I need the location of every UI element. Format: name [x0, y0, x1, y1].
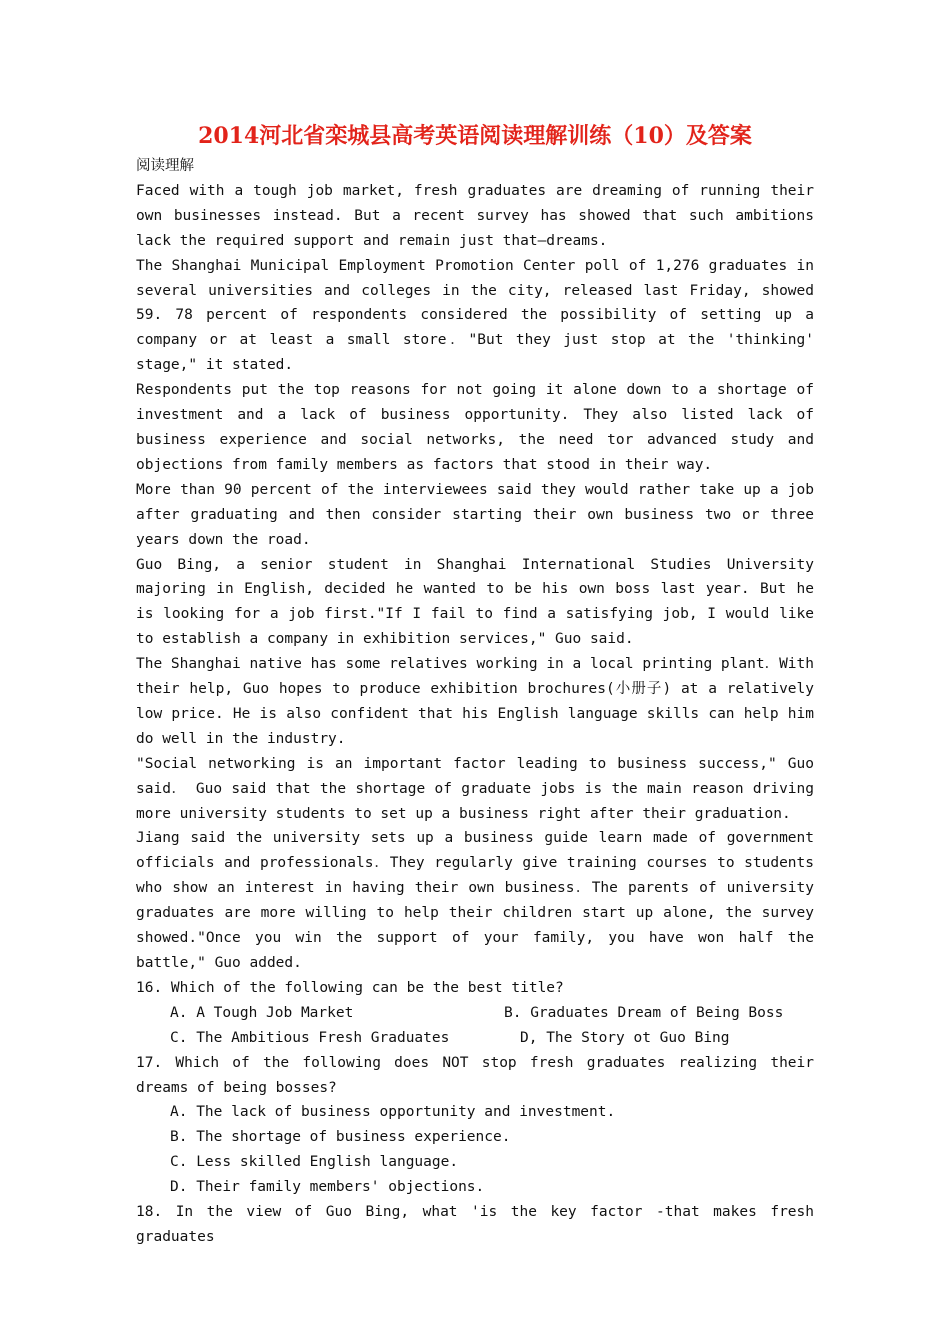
option-b: B. The shortage of business experience.: [170, 1129, 511, 1146]
option-a: A. A Tough Job Market: [170, 1004, 354, 1021]
document-page: [136, 120, 814, 1250]
option-c: C. The Ambitious Fresh Graduates: [170, 1029, 450, 1046]
option-d: D. Their family members' objections.: [170, 1179, 485, 1196]
paragraph: Jiang said the university sets up a business guide learn made of government officials and professionals．They regularly give training courses to students who show an interest in having their own business．The parents of university graduates are more willing to help their children start up alone, the survey showed."Once you win the support of your family, you have won half the battle," Guo added.: [136, 830, 814, 971]
question-16-options-row-1: [136, 1001, 814, 1026]
section-label: 阅读理解: [136, 158, 194, 174]
question-16: 16. Which of the following can be the best title?: [136, 979, 564, 996]
paragraph: The Shanghai Municipal Employment Promotion Center poll of 1,276 graduates in several universities and colleges in the city, released last Friday, showed 59. 78 percent of respondents considered the possibility of setting up a company or at least a small store．"But they just stop at the 'thinking' stage," it stated.: [136, 257, 814, 374]
option-c: C. Less skilled English language.: [170, 1154, 459, 1171]
option-b: B. Graduates Dream of Being Boss: [504, 1004, 784, 1021]
option-d: D, The Story ot Guo Bing: [520, 1029, 730, 1046]
paragraph: Guo Bing, a senior student in Shanghai International Studies University majoring in English, decided he wanted to be his own boss last year. But he is looking for a job first."If I fail to find a satisfying job, I would like to establish a company in exhibition services," Guo said.: [136, 556, 814, 648]
option-a: A. The lack of business opportunity and investment.: [170, 1104, 616, 1121]
paragraph: The Shanghai native has some relatives working in a local printing plant．With their help, Guo hopes to produce exhibition brochures(小册子) at a relatively low price. He is also confident that his English language skills can help him do well in the industry.: [136, 656, 814, 747]
page-title: 2014河北省栾城县高考英语阅读理解训练（10）及答案: [198, 123, 752, 149]
question-18: 18. In the view of Guo Bing, what 'is the key factor -that makes fresh graduates: [136, 1204, 814, 1245]
paragraph: Faced with a tough job market, fresh graduates are dreaming of running their own businesses instead. But a recent survey has showed that such ambitions lack the required support and remain just that—dreams.: [136, 182, 814, 249]
paragraph: "Social networking is an important factor leading to business success," Guo said． Guo said that the shortage of graduate jobs is the main reason driving more university students to set up a business right after their graduation.: [136, 755, 814, 822]
paragraph: More than 90 percent of the interviewees said they would rather take up a job after graduating and then consider starting their own business two or three years down the road.: [136, 481, 814, 548]
question-16-options-row-2: [136, 1026, 814, 1051]
question-17: 17. Which of the following does NOT stop fresh graduates realizing their dreams of being bosses?: [136, 1054, 814, 1096]
paragraph: Respondents put the top reasons for not going it alone down to a shortage of investment and a lack of business opportunity. They also listed lack of business experience and social networks, the need tor advanced study and objections from family members as factors that stood in their way.: [136, 382, 814, 473]
